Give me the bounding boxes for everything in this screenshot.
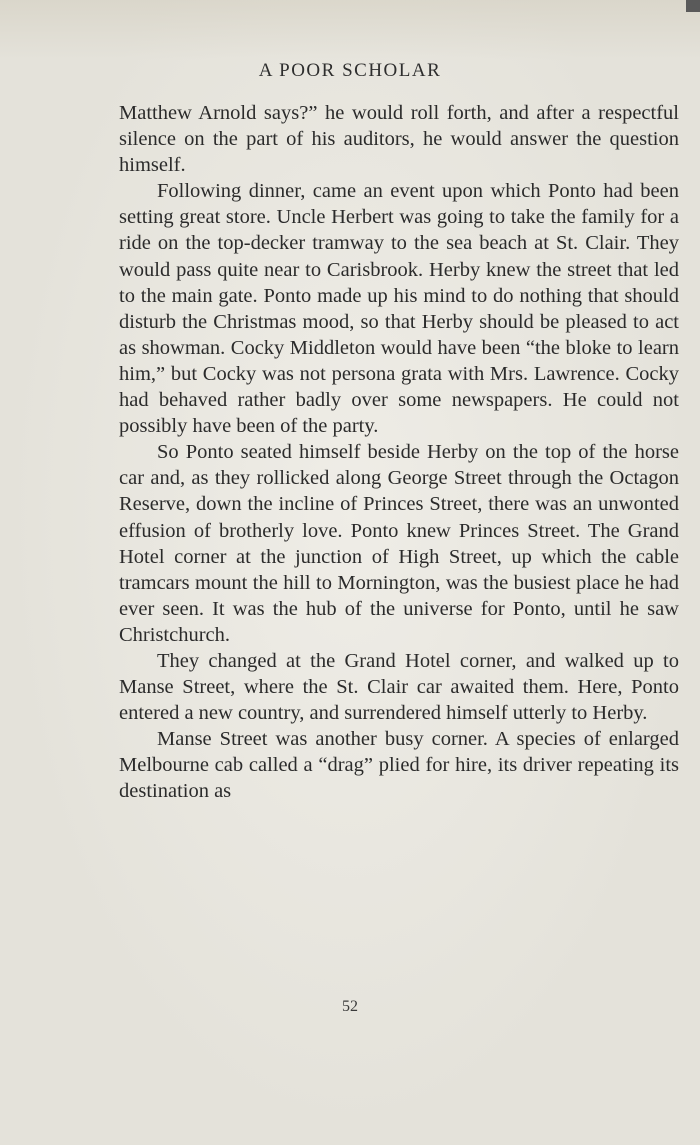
paragraph: They changed at the Grand Hotel corner, and walked up to Manse Street, where the St. Clair car awaited them. Here, Ponto entered a new country, and surrendered himself utterly to Herby. xyxy=(119,649,679,725)
paragraph: Manse Street was another busy corner. A species of enlarged Melbourne cab called a “drag” plied for hire, its driver repeating its destination as xyxy=(119,728,679,803)
running-head: A POOR SCHOLAR xyxy=(258,60,442,81)
paragraph: So Ponto seated himself beside Herby on the top of the horse car and, as they rollicked along George Street through the Octagon Reserve, down the incline of Princes Street, there was an unwonted effusion of brotherly love. Ponto knew Princes Street. The Grand Hotel corner at the junction of High Street, up which the cable tramcars mount the hill to Mornington, was the busiest place he had ever seen. It was the hub of the universe for Ponto, until he saw Christchurch. xyxy=(119,441,679,646)
paragraph: Following dinner, came an event upon which Ponto had been setting great store. Uncle Herbert was going to take the family for a ride on the top-decker tramway to the sea beach at St. Clair. They would pass quite near to Carisbrook. Herby knew the street that led to the main gate. Ponto made up his mind to do nothing that should disturb the Christmas mood, so that Herby should be pleased to act as showman. Cocky Middleton would have been “the bloke to learn him,” but Cocky was not persona grata with Mrs. Lawrence. Cocky had behaved rather badly over some newspapers. He could not possibly have been of the party. xyxy=(119,180,679,438)
scan-corner-mark xyxy=(686,0,700,12)
page-top-shading xyxy=(0,0,700,60)
body-text xyxy=(119,100,679,805)
paragraph-continued: Matthew Arnold says?” he would roll forth, and after a respectful silence on the part of his auditors, he would answer the question himself. xyxy=(119,102,679,177)
page-number: 52 xyxy=(342,998,358,1015)
